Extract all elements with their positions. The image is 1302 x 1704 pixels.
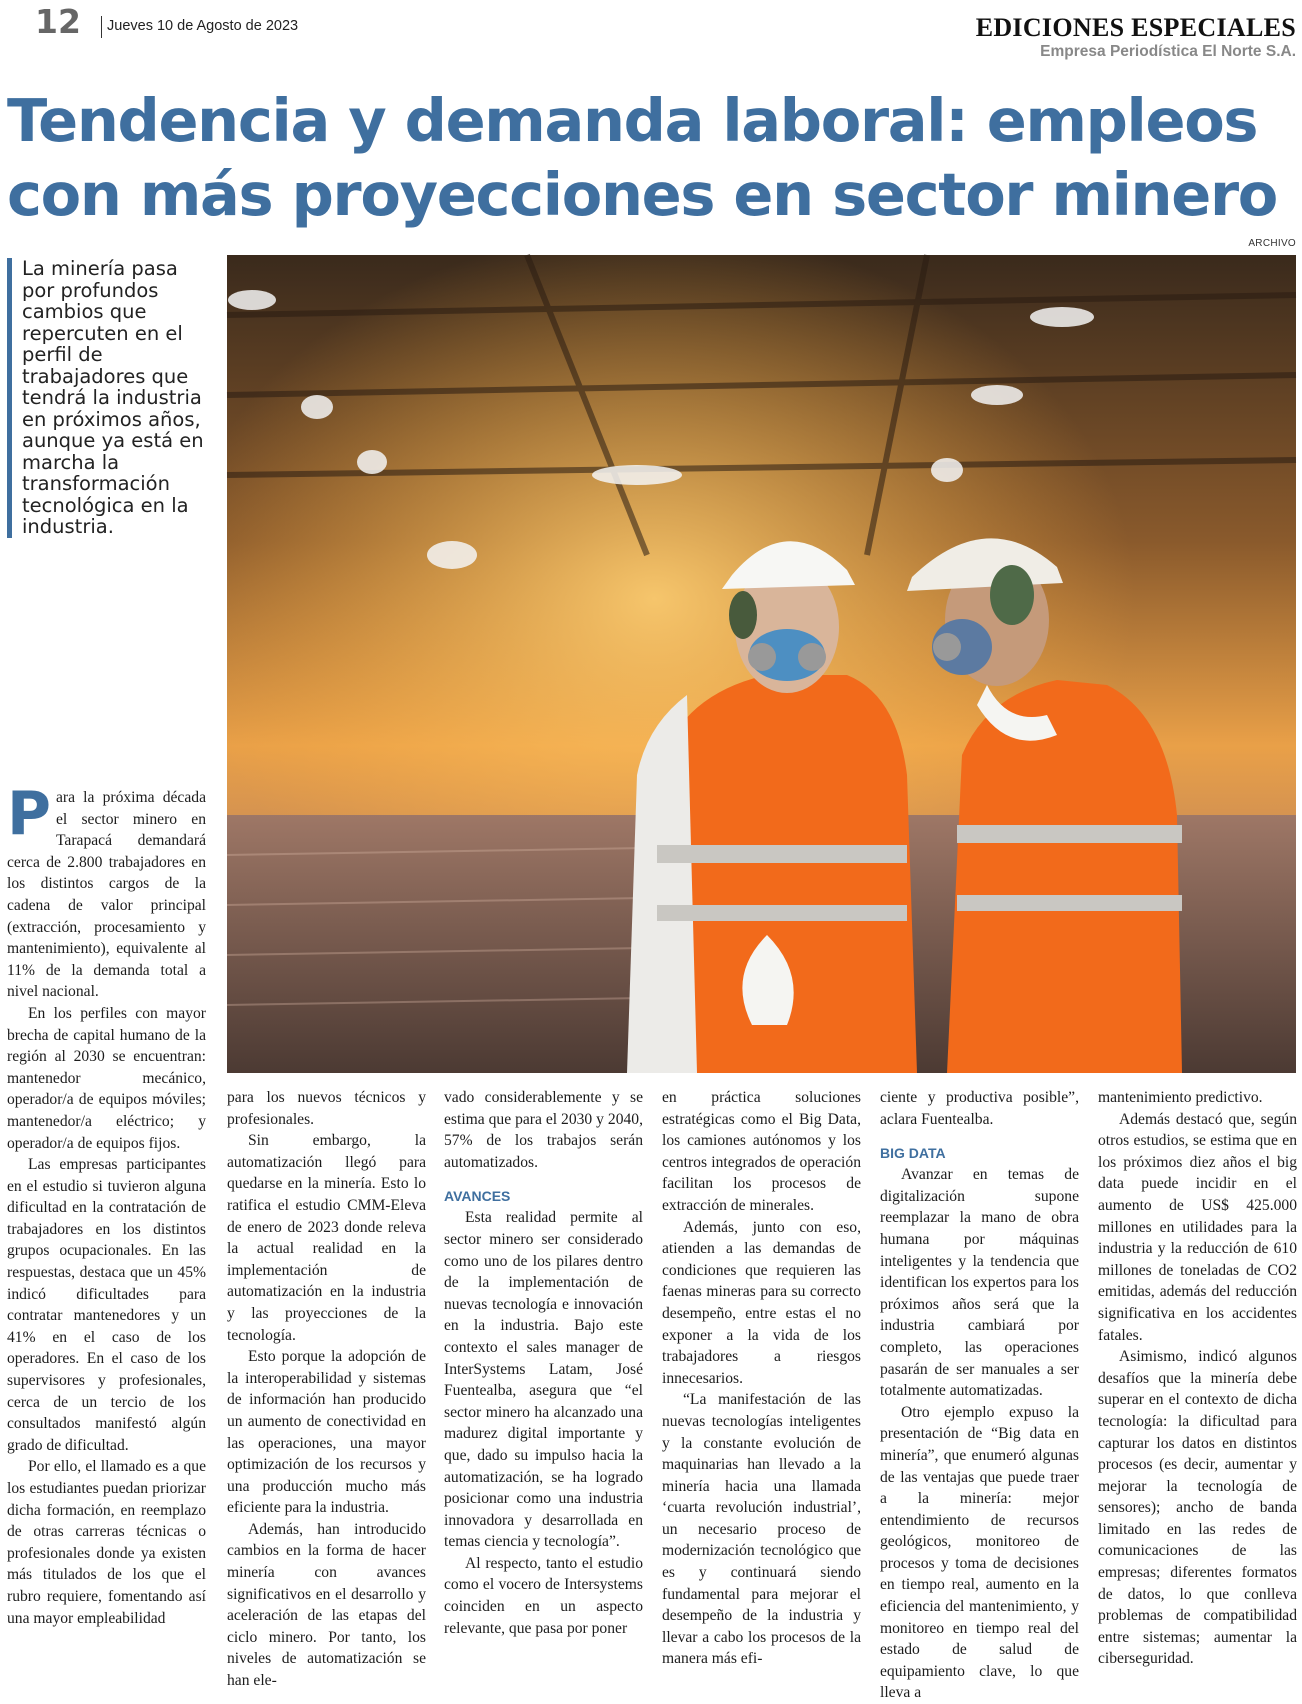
paragraph: Además, junto con eso, atienden a las demandas de condiciones que requieren las faenas mineras para su correcto desempeño, entre estas el no exponer a la vida de los trabajadores a riesgos innecesarios. — [662, 1218, 861, 1387]
paragraph: Además destacó que, según otros estudios, se estima que en los próximos diez años el big data puede incidir en el aumento de US$ 425.000 millones en utilidades para la industria y la reducción de 610 millones de toneladas de CO2 emitidas, además del reducción significativa en los accidentes fatales. — [1098, 1110, 1297, 1344]
photo-credit: ARCHIVO — [1248, 238, 1296, 249]
paragraph: en práctica soluciones estratégicas como el Big Data, los camiones autónomos y los centros integrados de operación facilitan los procesos de extracción de minerales. — [662, 1089, 861, 1214]
article-column-4 — [662, 1087, 861, 1670]
paragraph: Al respecto, tanto el estudio como el vocero de Intersystems coinciden en un aspecto relevante, que pasa por poner — [444, 1554, 643, 1637]
paragraph: En los perfiles con mayor brecha de capital humano de la región al 2030 se encuentran: mantenedor mecánico, operador/a de equipos móviles; mantenedor/a eléctrico; y operador/a de equipos fijos. — [7, 1004, 206, 1152]
paragraph: Las empresas participantes en el estudio si tuvieron alguna dificultad en la contratación de trabajadores en los distintos grupos ocupacionales. En las respuestas, destaca que un 45% indicó dificultades para contratar mantenedores y un 41% en el caso de los operadores. En el caso de los supervisores y profesionales, cerca de un tercio de los consultados manifestó algún grado de dificultad. — [7, 1156, 206, 1454]
paragraph: Avanzar en temas de digitalización supone reemplazar la mano de obra humana por máquinas inteligentes y la tendencia que identifican los expertos para los próximos años será que la industria cambiará por completo, las operaciones pasarán de ser manuales a ser totalmente automatizadas. — [880, 1166, 1079, 1400]
publisher-name: Empresa Periodística El Norte S.A. — [1040, 43, 1296, 60]
paragraph: Además, han introducido cambios en la forma de hacer minería con avances significativos en el desarrollo y aceleración de las etapas del ciclo minero. Por tanto, los niveles de automatización se han ele- — [227, 1520, 426, 1690]
subheading-big-data: BIG DATA — [880, 1145, 946, 1162]
paragraph: Otro ejemplo expuso la presentación de “Big data en minería”, que enumeró algunas de las ventajas que puede traer a la minería: mejor entendimiento de recursos geológicos, monitoreo de procesos y toma de decisiones en tiempo real, aumento en la eficiencia del mantenimiento, y monitoreo en tiempo real del estado de salud de equipamiento clave, lo que lleva a — [880, 1403, 1079, 1702]
publication-date: Jueves 10 de Agosto de 2023 — [101, 16, 298, 38]
article-column-5 — [880, 1087, 1079, 1704]
paragraph: para los nuevos técnicos y profesionales. — [227, 1089, 426, 1128]
article-photo — [227, 255, 1296, 1073]
paragraph: ciente y productiva posible”, aclara Fuentealba. — [880, 1089, 1079, 1128]
paragraph: Sin embargo, la automatización llegó para quedarse en la minería. Esto lo ratifica el estudio CMM-Eleva de enero de 2023 donde releva la actual realidad en la implementación de automatización en la industria y las proyecciones de la tecnología. — [227, 1132, 426, 1344]
drop-cap: P — [7, 779, 51, 849]
article-column-3 — [444, 1087, 643, 1639]
article-column-6 — [1098, 1087, 1297, 1670]
article-column-2 — [227, 1087, 426, 1692]
paragraph: “La manifestación de las nuevas tecnologías inteligentes y la constante evolución de maquinarias han llevado a la minería hacia una llamada ‘cuarta revolución industrial’, un necesario proceso de modernización tecnológico que es y continuará siendo fundamental para mejorar el desempeño de la industria y llevar a cabo los procesos de la manera más efi- — [662, 1391, 861, 1668]
paragraph: vado considerablemente y se estima que para el 2030 y 2040, 57% de los trabajos serán automatizados. — [444, 1089, 643, 1171]
article-headline: Tendencia y demanda laboral: empleos con más proyecciones en sector minero — [7, 86, 1278, 229]
page-number: 12 — [35, 2, 81, 41]
paragraph: Esta realidad permite al sector minero ser considerado como uno de los pilares dentro de la implementación de nuevas tecnología e innovación en la industria. Bajo este contexto el sales manager de InterSystems Latam, José Fuentealba, asegura que “el sector minero ha alcanzado una madurez digital importante y que, dado su impulso hacia la automatización, se ha logrado posicionar como una industria innovadora y desarrollada en temas ciencia y tecnología”. — [444, 1209, 643, 1551]
paragraph: Por ello, el llamado es a que los estudiantes puedan priorizar dicha formación, en reemplazo de otras carreras técnicas o profesionales donde ya existen más titulados de los que el rubro requiere, fomentando así una mayor empleabilidad — [7, 1458, 206, 1627]
paragraph-text: ara la próxima década el sector minero en Tarapacá demandará cerca de 2.800 trabajadores en los distintos cargos de la cadena de valor principal (extracción, procesamiento y mantenimiento), equivalente al 11% de la demanda total a nivel nacional. — [7, 789, 206, 1001]
paragraph: Asimismo, indicó algunos desafíos que la minería debe superar en el contexto de dicha tecnología: la dificultad para capturar los datos en distintos procesos (es decir, aumentar y mejorar la tecnología de sensores); ancho de banda limitado en las redes de comunicaciones de las empresas; diferentes formatos de datos, lo que conlleva problemas de compatibilidad entre sistemas; aumentar la ciberseguridad. — [1098, 1348, 1297, 1668]
subheading-avances: AVANCES — [444, 1188, 511, 1205]
article-lead: La minería pasa por profundos cambios que repercuten en el perfil de trabajadores que tendrá la industria en próximos años, aunque ya está en marcha la transformación tecnológica en la industria. — [7, 258, 207, 538]
article-column-1 — [7, 779, 206, 1629]
paragraph: mantenimiento predictivo. — [1098, 1089, 1263, 1106]
paragraph — [7, 779, 206, 1003]
paragraph: Esto porque la adopción de la interoperabilidad y sistemas de información han producido un aumento de conectividad en las operaciones, una mayor optimización de los recursos y una producción mucho más eficiente para la industria. — [227, 1348, 426, 1517]
section-title: EDICIONES ESPECIALES — [975, 13, 1296, 42]
